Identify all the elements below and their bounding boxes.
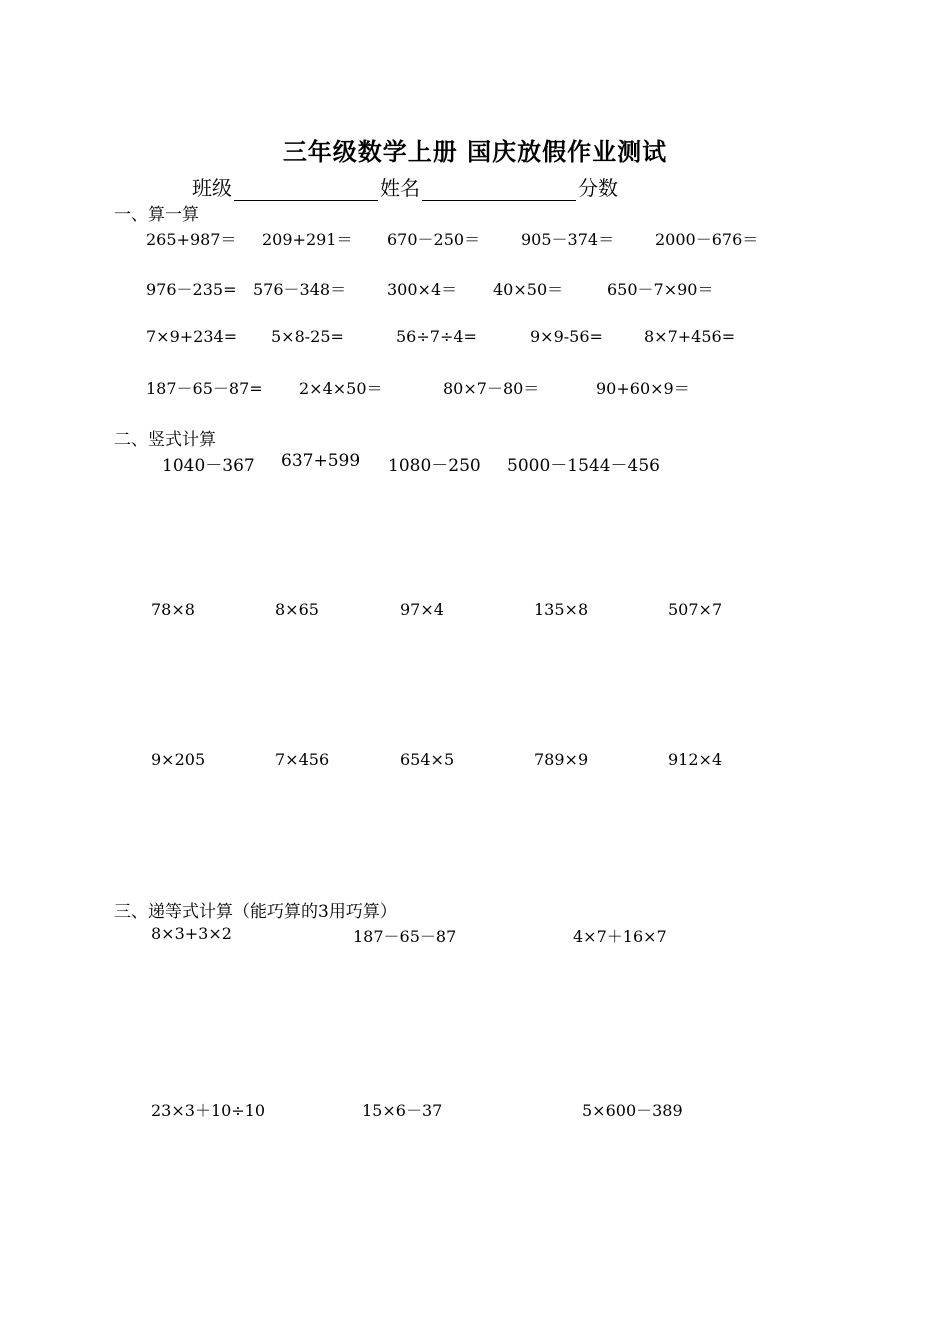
problem: 90+60×9＝ <box>596 379 690 398</box>
problem: 670－250＝ <box>387 230 481 249</box>
section2-heading: 二、竖式计算 <box>114 430 216 450</box>
problem: 5×8-25= <box>271 327 344 346</box>
problem: 2000－676＝ <box>655 230 759 249</box>
problem: 187－65－87= <box>146 379 263 398</box>
problem: 78×8 <box>151 600 195 619</box>
problem: 1040－367 <box>162 456 255 476</box>
problem: 56÷7÷4= <box>396 327 477 346</box>
problem: 265+987＝ <box>146 230 237 249</box>
class-blank[interactable] <box>234 178 378 201</box>
section3-heading: 三、递等式计算（能巧算的3用巧算） <box>114 902 397 922</box>
name-blank[interactable] <box>422 178 576 201</box>
problem: 8×65 <box>275 600 319 619</box>
problem: 80×7－80＝ <box>443 379 540 398</box>
problem: 7×456 <box>275 750 330 769</box>
problem: 5000－1544－456 <box>507 456 660 476</box>
problem: 40×50＝ <box>493 280 564 299</box>
score-label: 分数 <box>578 176 618 200</box>
problem: 654×5 <box>400 750 455 769</box>
problem: 97×4 <box>400 600 444 619</box>
problem: 976－235= <box>146 280 237 299</box>
problem: 9×205 <box>151 750 206 769</box>
problem: 209+291＝ <box>262 230 353 249</box>
problem: 7×9+234= <box>146 327 238 346</box>
problem: 9×9-56= <box>530 327 603 346</box>
problem: 637+599 <box>281 451 361 471</box>
problem: 8×3+3×2 <box>151 924 232 943</box>
page-title: 三年级数学上册 国庆放假作业测试 <box>282 137 668 166</box>
problem: 905－374＝ <box>521 230 615 249</box>
name-label: 姓名 <box>380 176 420 200</box>
student-info-line <box>192 172 618 201</box>
problem: 789×9 <box>534 750 589 769</box>
problem: 1080－250 <box>388 456 481 476</box>
section1-heading: 一、算一算 <box>114 205 199 225</box>
problem: 187－65－87 <box>353 927 457 946</box>
problem: 15×6－37 <box>362 1101 443 1120</box>
problem: 912×4 <box>668 750 723 769</box>
problem: 650－7×90＝ <box>607 280 714 299</box>
problem: 8×7+456= <box>644 327 736 346</box>
problem: 23×3＋10÷10 <box>151 1101 266 1120</box>
problem: 4×7＋16×7 <box>573 927 667 946</box>
problem: 2×4×50＝ <box>299 379 383 398</box>
problem: 135×8 <box>534 600 589 619</box>
problem: 507×7 <box>668 600 723 619</box>
class-label: 班级 <box>192 176 232 200</box>
problem: 300×4＝ <box>387 280 458 299</box>
problem: 5×600－389 <box>582 1101 683 1120</box>
problem: 576－348＝ <box>253 280 347 299</box>
